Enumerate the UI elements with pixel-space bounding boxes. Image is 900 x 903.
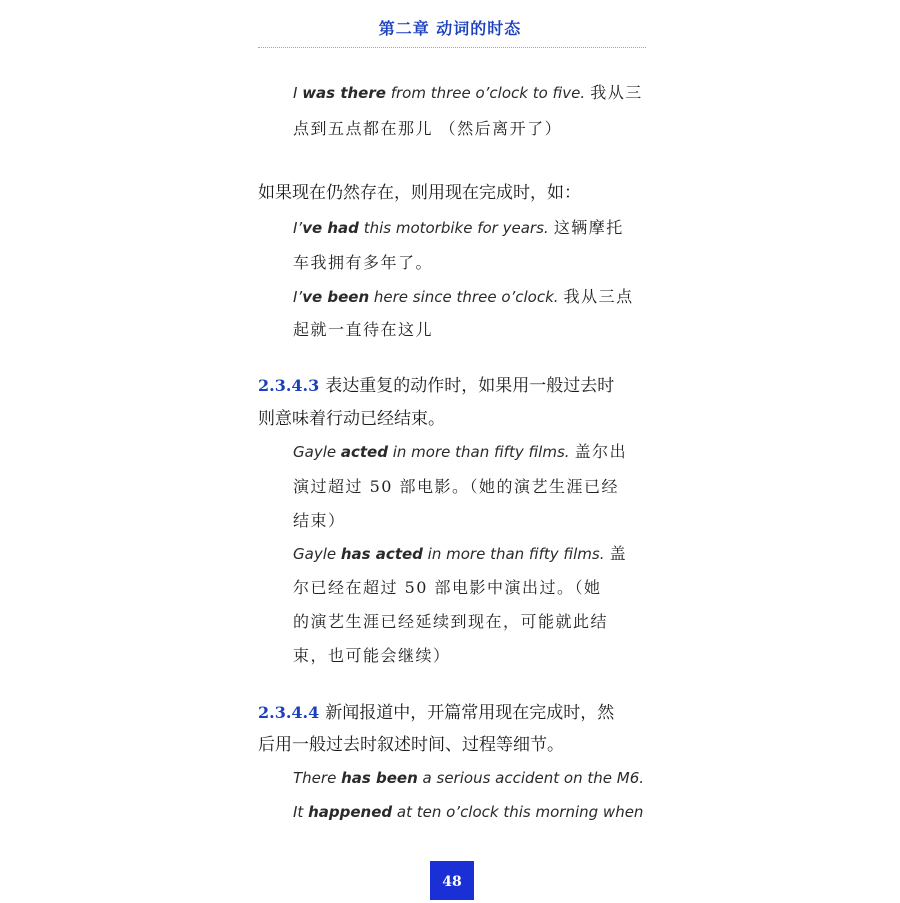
example-translation: 我从三 [590,83,643,102]
example-line [293,287,634,307]
chapter-header: 第二章 动词的时态 [378,19,522,38]
example-translation: 盖 [609,544,628,563]
example-translation: 结束） [293,511,346,530]
example-translation: 这辆摩托 [553,218,624,237]
page-number-badge: 48 [430,861,474,900]
example-line [293,83,643,103]
example-english: I’ve had this motorbike for years. [293,219,549,237]
body-paragraph: 则意味着行动已经结束。 [258,409,445,429]
example-english: I was there from three o’clock to five. [293,84,586,102]
example-translation: 我从三点 [563,287,634,306]
example-english: It happened at ten o’clock this morning when [293,803,644,821]
example-translation: 起就一直待在这儿 [293,320,434,339]
section-number: 2.3.4.4 [258,703,320,722]
body-paragraph: 后用一般过去时叙述时间、过程等细节。 [258,735,564,755]
example-translation: 束，也可能会继续） [293,646,451,665]
body-paragraph: 如果现在仍然存在，则用现在完成时，如： [258,183,581,203]
example-line [293,544,627,564]
example-line [293,768,644,788]
section-text: 表达重复的动作时，如果用一般过去时 [325,376,615,396]
example-english: I’ve been here since three o’clock. [293,288,559,306]
section-number: 2.3.4.3 [258,376,320,395]
example-line [293,442,627,462]
example-translation: 点到五点都在那儿 （然后离开了） [293,119,563,138]
example-english: Gayle acted in more than fifty films. [293,443,570,461]
section-heading-line [258,376,614,396]
example-translation: 的演艺生涯已经延续到现在，可能就此结 [293,612,609,631]
example-line [293,218,624,238]
example-english: There has been a serious accident on the M6. [293,769,645,787]
example-translation: 车我拥有多年了。 [293,253,434,272]
section-text: 新闻报道中，开篇常用现在完成时，然 [325,703,615,723]
example-translation: 尔已经在超过 50 部电影中演出过。（她 [293,578,602,597]
section-heading-line [258,703,614,723]
example-line [293,802,643,822]
header-divider [258,47,646,48]
example-english: Gayle has acted in more than fifty films. [293,545,605,563]
example-translation: 演过超过 50 部电影。（她的演艺生涯已经 [293,477,620,496]
example-translation: 盖尔出 [574,442,628,461]
